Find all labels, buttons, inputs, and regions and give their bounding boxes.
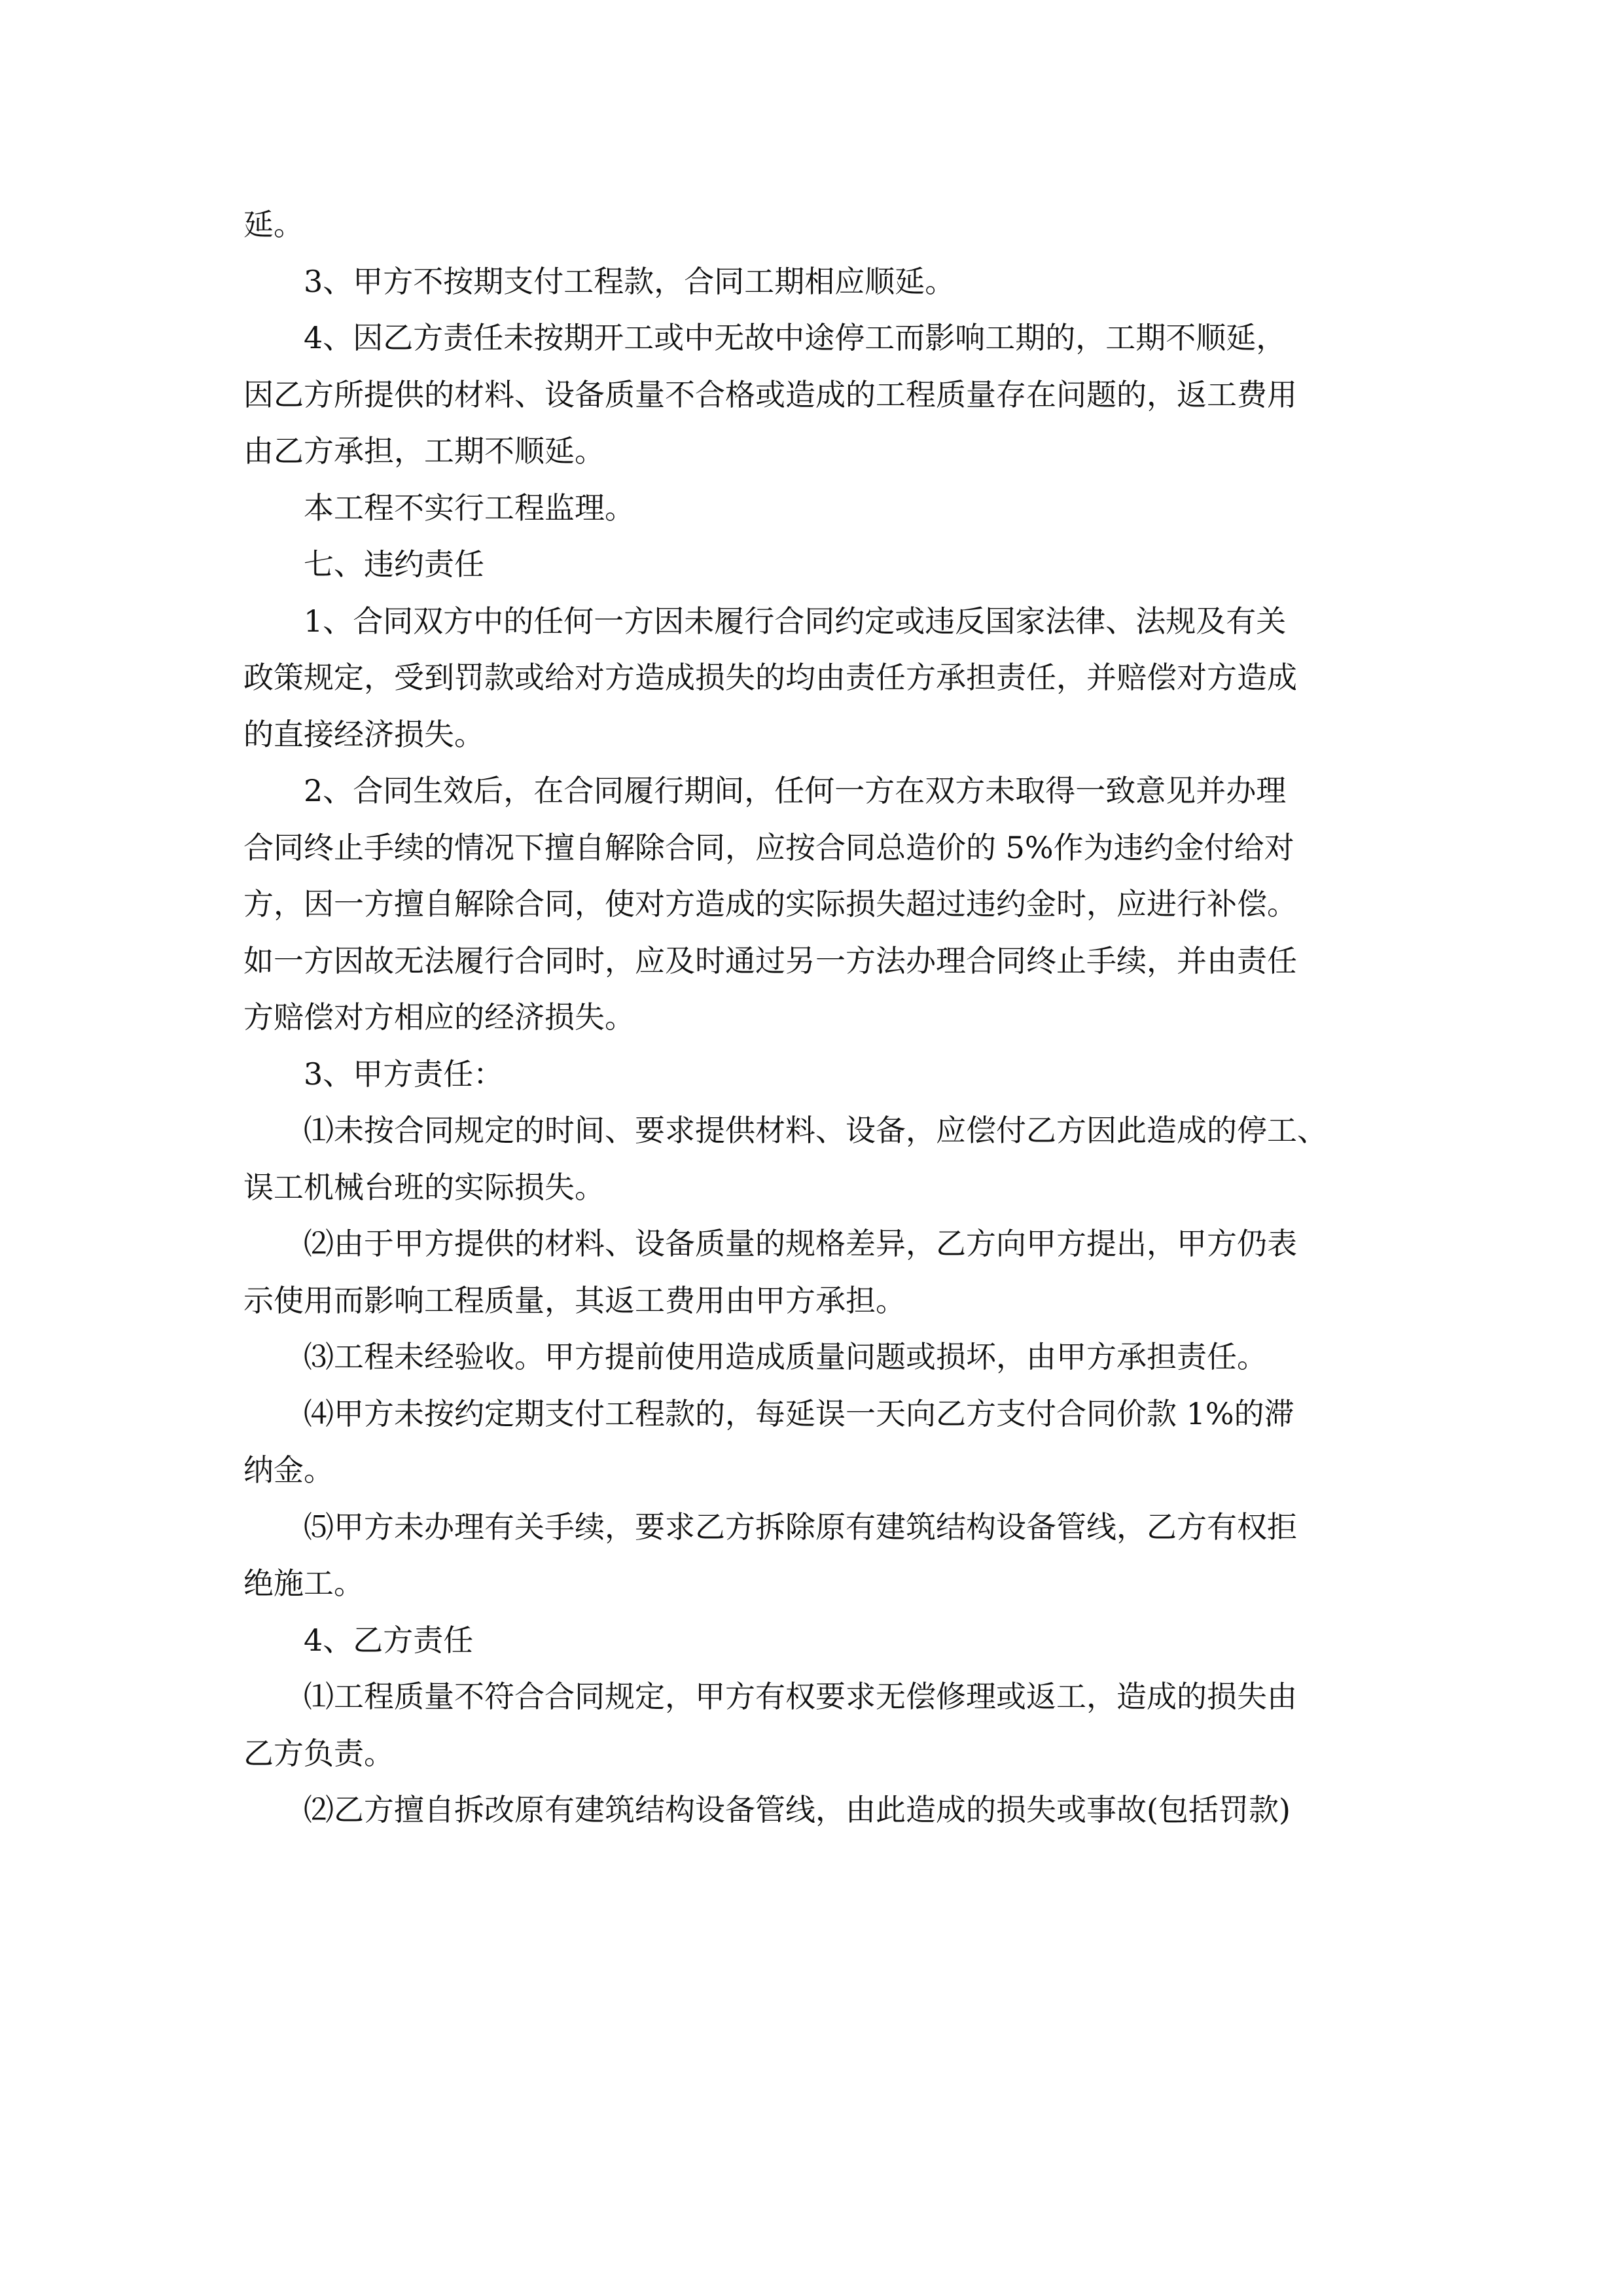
text-line: ⑸甲方未办理有关手续，要求乙方拆除原有建筑结构设备管线，乙方有权拒 (304, 1509, 1297, 1545)
section-heading: 七、违约责任 (304, 547, 484, 582)
text-line: ⑴工程质量不符合合同规定，甲方有权要求无偿修理或返工，造成的损失由 (304, 1679, 1297, 1714)
text-line: ⑶工程未经验收。甲方提前使用造成质量问题或损坏，由甲方承担责任。 (304, 1339, 1267, 1374)
text-line: 乙方负责。 (243, 1735, 394, 1771)
text-line: 如一方因故无法履行合同时，应及时通过另一方法办理合同终止手续，并由责任 (243, 942, 1297, 978)
text-line: 1、合同双方中的任何一方因未履行合同约定或违反国家法律、法规及有关 (304, 603, 1287, 639)
text-line: 因乙方所提供的材料、设备质量不合格或造成的工程质量存在问题的，返工费用 (243, 376, 1297, 412)
text-line: 示使用而影响工程质量，其返工费用由甲方承担。 (243, 1282, 906, 1318)
text-line: ⑴未按合同规定的时间、要求提供材料、设备，应偿付乙方因此造成的停工、 (304, 1113, 1327, 1148)
text-line: 3、甲方不按期支付工程款，合同工期相应顺延。 (304, 263, 955, 299)
text-line: 政策规定，受到罚款或给对方造成损失的均由责任方承担责任，并赔偿对方造成 (243, 660, 1297, 695)
text-line: 合同终止手续的情况下擅自解除合同，应按合同总造价的 5%作为违约金付给对 (243, 829, 1294, 865)
text-line: 方赔偿对方相应的经济损失。 (243, 999, 635, 1035)
text-line: 4、因乙方责任未按期开工或中无故中途停工而影响工期的，工期不顺延， (304, 320, 1287, 355)
text-line: ⑵由于甲方提供的材料、设备质量的规格差异，乙方向甲方提出，甲方仍表 (304, 1226, 1297, 1261)
text-line: ⑷甲方未按约定期支付工程款的，每延误一天向乙方支付合同价款 1%的滞 (304, 1395, 1294, 1431)
subsection-heading: 3、甲方责任： (304, 1056, 504, 1092)
text-line: 的直接经济损失。 (243, 716, 484, 752)
text-line: 纳金。 (243, 1452, 334, 1488)
text-line: ⑵乙方擅自拆改原有建筑结构设备管线，由此造成的损失或事故(包括罚款) (304, 1792, 1291, 1827)
text-line: 延。 (243, 207, 304, 242)
contract-text-body (243, 196, 1389, 1839)
text-line: 绝施工。 (243, 1566, 364, 1601)
text-line: 误工机械台班的实际损失。 (243, 1169, 605, 1205)
text-line: 2、合同生效后，在合同履行期间，任何一方在双方未取得一致意见并办理 (304, 773, 1287, 808)
text-line: 方，因一方擅自解除合同，使对方造成的实际损失超过违约金时，应进行补偿。 (243, 886, 1297, 922)
subsection-heading: 4、乙方责任 (304, 1622, 474, 1658)
text-line: 由乙方承担，工期不顺延。 (243, 433, 605, 469)
text-line: 本工程不实行工程监理。 (304, 490, 635, 526)
